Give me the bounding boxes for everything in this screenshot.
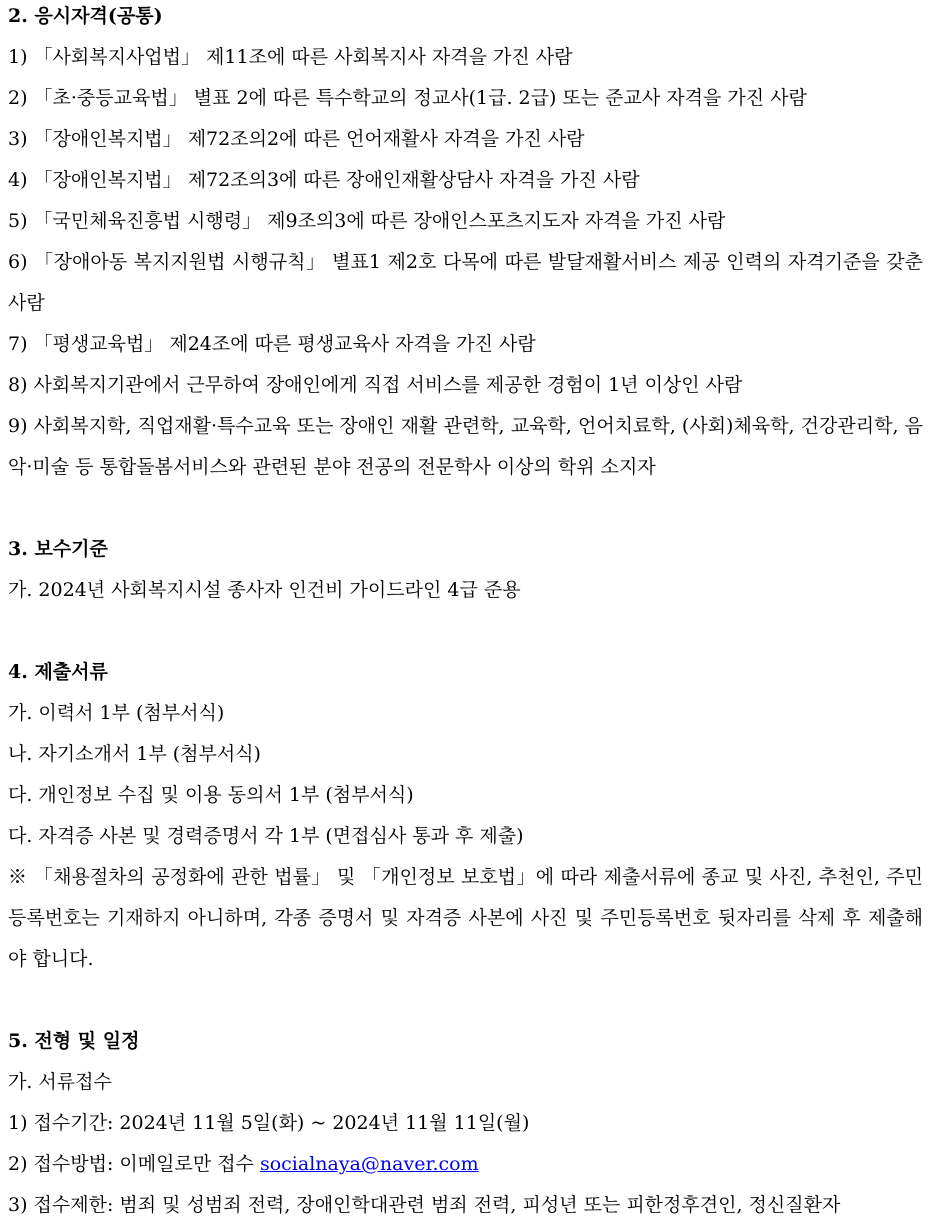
eligibility-item-9: 9) 사회복지학, 직업재활·특수교육 또는 장애인 재활 관련학, 교육학, 언어치료학, (사회)체육학, 건강관리학, 음악·미술 등 통합돌봄서비스와 관련된 분야 전공의 전문학사 이상의 학위 소지자 [8,415,923,478]
spacer [8,980,923,1021]
section-heading-documents: 4. 제출서류 [8,661,108,683]
eligibility-item-3: 3) 「장애인복지법」 제72조의2에 따른 언어재활사 자격을 가진 사람 [8,128,585,150]
section-heading-schedule: 5. 전형 및 일정 [8,1030,140,1052]
documents-note: ※ 「채용절차의 공정화에 관한 법률」 및 「개인정보 보호법」에 따라 제출서류에 종교 및 사진, 추천인, 주민등록번호는 기재하지 아니하며, 각종 증명서 및 자격증 사본에 사진 및 주민등록번호 뒷자리를 삭제 후 제출해야 합니다. [8,866,923,970]
eligibility-item-4: 4) 「장애인복지법」 제72조의3에 따른 장애인재활상담사 자격을 가진 사람 [8,169,640,191]
eligibility-item-8: 8) 사회복지기관에서 근무하여 장애인에게 직접 서비스를 제공한 경험이 1년 이상인 사람 [8,374,743,396]
section-heading-eligibility: 2. 응시자격(공통) [8,5,163,27]
documents-item-3: 다. 개인정보 수집 및 이용 동의서 1부 (첨부서식) [8,784,414,806]
section-heading-salary: 3. 보수기준 [8,538,108,560]
email-link[interactable]: socialnaya@naver.com [259,1153,479,1175]
schedule-item-3-label: 2) 접수방법: 이메일로만 접수 [8,1153,260,1175]
documents-item-2: 나. 자기소개서 1부 (첨부서식) [8,743,261,765]
documents-item-4: 다. 자격증 사본 및 경력증명서 각 1부 (면접심사 통과 후 제출) [8,825,524,847]
eligibility-item-6: 6) 「장애아동 복지지원법 시행규칙」 별표1 제2호 다목에 따른 발달재활서비스 제공 인력의 자격기준을 갖춘 사람 [8,251,923,314]
eligibility-item-1: 1) 「사회복지사업법」 제11조에 따른 사회복지사 자격을 가진 사람 [8,46,573,68]
eligibility-item-2: 2) 「초·중등교육법」 별표 2에 따른 특수학교의 정교사(1급. 2급) 또는 준교사 자격을 가진 사람 [8,87,807,109]
documents-item-1: 가. 이력서 1부 (첨부서식) [8,702,225,724]
schedule-item-3 [8,1144,923,1185]
salary-item-1: 가. 2024년 사회복지시설 종사자 인건비 가이드라인 4급 준용 [8,579,521,601]
spacer [8,611,923,652]
spacer [8,488,923,529]
eligibility-item-7: 7) 「평생교육법」 제24조에 따른 평생교육사 자격을 가진 사람 [8,333,536,355]
schedule-item-4: 3) 접수제한: 범죄 및 성범죄 전력, 장애인학대관련 범죄 전력, 피성년 또는 피한정후견인, 정신질환자 [8,1194,841,1216]
schedule-item-2: 1) 접수기간: 2024년 11월 5일(화) ~ 2024년 11월 11일(월) [8,1112,530,1134]
eligibility-item-5: 5) 「국민체육진흥법 시행령」 제9조의3에 따른 장애인스포츠지도자 자격을 가진 사람 [8,210,726,232]
schedule-item-1: 가. 서류접수 [8,1071,112,1093]
